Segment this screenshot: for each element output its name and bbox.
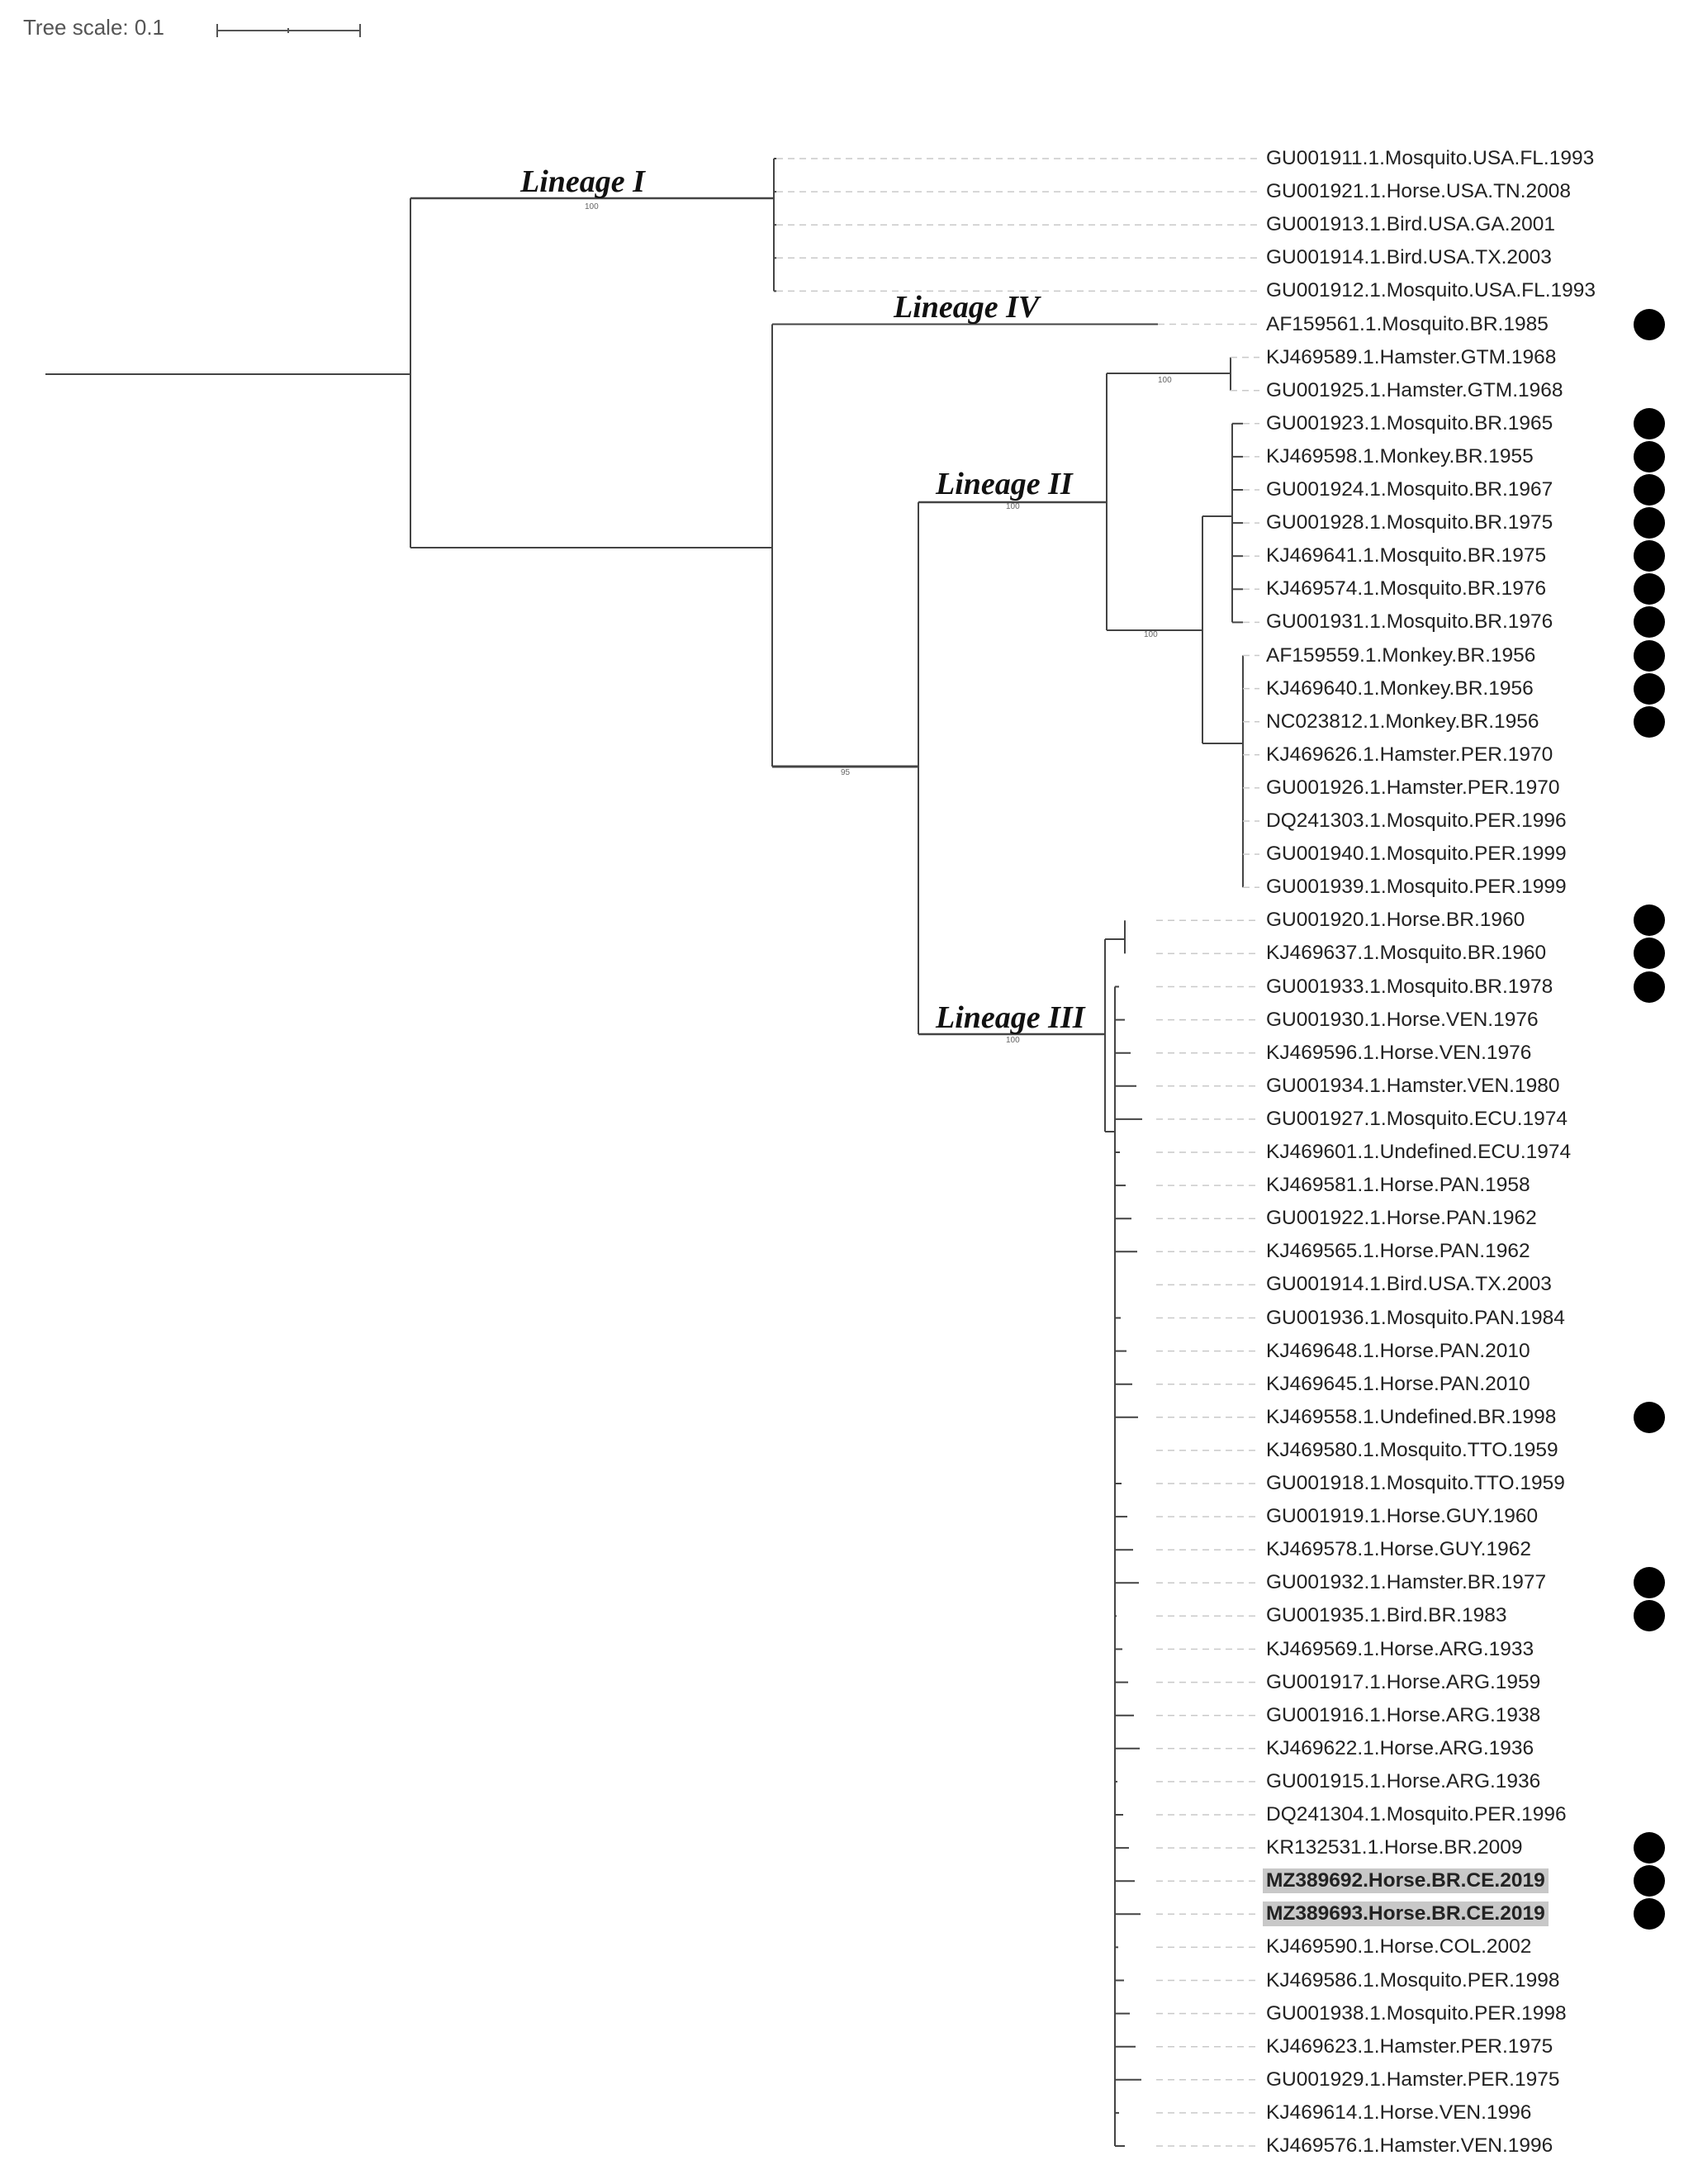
taxon-label: GU001936.1.Mosquito.PAN.1984: [1266, 1306, 1565, 1329]
taxon-label: KJ469580.1.Mosquito.TTO.1959: [1266, 1438, 1558, 1461]
lineage-ii-label: Lineage II: [936, 467, 1073, 501]
taxon-label: GU001921.1.Horse.USA.TN.2008: [1266, 180, 1572, 203]
taxon-label: KJ469640.1.Monkey.BR.1956: [1266, 677, 1534, 700]
taxon-label: GU001919.1.Horse.GUY.1960: [1266, 1505, 1539, 1528]
taxon-label: KJ469565.1.Horse.PAN.1962: [1266, 1240, 1530, 1263]
taxon-label: GU001914.1.Bird.USA.TX.2003: [1266, 246, 1552, 269]
lineage-i-label: Lineage I: [520, 164, 645, 199]
support-lineage-ii: 100: [1006, 502, 1020, 511]
taxon-label: GU001924.1.Mosquito.BR.1967: [1266, 478, 1553, 501]
taxon-label: KJ469645.1.Horse.PAN.2010: [1266, 1372, 1530, 1395]
taxon-label: GU001933.1.Mosquito.BR.1978: [1266, 975, 1553, 998]
taxon-label: GU001939.1.Mosquito.PER.1999: [1266, 876, 1567, 899]
taxon-label: AF159561.1.Mosquito.BR.1985: [1266, 312, 1549, 335]
taxon-label: GU001928.1.Mosquito.BR.1975: [1266, 511, 1553, 534]
taxon-label: KJ469576.1.Hamster.VEN.1996: [1266, 2134, 1553, 2157]
taxon-label: GU001922.1.Horse.PAN.1962: [1266, 1207, 1537, 1230]
taxon-label: GU001923.1.Mosquito.BR.1965: [1266, 411, 1553, 434]
taxon-label: GU001930.1.Horse.VEN.1976: [1266, 1008, 1539, 1031]
taxon-label: KJ469601.1.Undefined.ECU.1974: [1266, 1141, 1572, 1163]
taxon-label: KJ469641.1.Mosquito.BR.1975: [1266, 544, 1547, 567]
brazil-marker-dot: [1634, 507, 1665, 539]
taxon-label: GU001927.1.Mosquito.ECU.1974: [1266, 1107, 1568, 1130]
taxon-label: KJ469648.1.Horse.PAN.2010: [1266, 1339, 1530, 1362]
taxon-label: MZ389692.Horse.BR.CE.2019: [1263, 1868, 1549, 1893]
taxon-label: GU001932.1.Hamster.BR.1977: [1266, 1571, 1547, 1594]
brazil-marker-dot: [1634, 706, 1665, 738]
brazil-marker-dot: [1634, 441, 1665, 472]
taxon-label: KJ469586.1.Mosquito.PER.1998: [1266, 1968, 1560, 1992]
taxon-label: AF159559.1.Monkey.BR.1956: [1266, 643, 1536, 667]
taxon-label: KJ469581.1.Horse.PAN.1958: [1266, 1174, 1530, 1197]
tree-branches: [45, 159, 1243, 2146]
taxon-label: GU001926.1.Hamster.PER.1970: [1266, 776, 1560, 799]
brazil-marker-dot: [1634, 540, 1665, 572]
taxon-label: MZ389693.Horse.BR.CE.2019: [1263, 1902, 1549, 1926]
support-ii-iii-split: 95: [841, 768, 851, 777]
taxon-label: GU001912.1.Mosquito.USA.FL.1993: [1266, 279, 1596, 302]
brazil-marker-dot: [1634, 474, 1665, 506]
taxon-label: GU001934.1.Hamster.VEN.1980: [1266, 1074, 1560, 1097]
taxon-label: KJ469574.1.Mosquito.BR.1976: [1266, 577, 1547, 601]
brazil-marker-dot: [1634, 1832, 1665, 1864]
taxon-label: KJ469589.1.Hamster.GTM.1968: [1266, 345, 1557, 368]
taxon-label: GU001940.1.Mosquito.PER.1999: [1266, 843, 1567, 866]
taxon-label: GU001916.1.Horse.ARG.1938: [1266, 1703, 1541, 1726]
tree-scale-label: Tree scale: 0.1: [23, 15, 165, 40]
taxon-label: DQ241303.1.Mosquito.PER.1996: [1266, 810, 1567, 832]
taxon-label: NC023812.1.Monkey.BR.1956: [1266, 710, 1539, 733]
taxon-label: GU001938.1.Mosquito.PER.1998: [1266, 2001, 1567, 2025]
brazil-marker-dot: [1634, 309, 1665, 340]
taxon-label: GU001925.1.Hamster.GTM.1968: [1266, 378, 1563, 401]
brazil-marker-dot: [1634, 640, 1665, 672]
taxon-label: GU001929.1.Hamster.PER.1975: [1266, 2068, 1560, 2091]
support-lineage-i: 100: [585, 202, 599, 211]
lineage-iii-label: Lineage III: [936, 1000, 1085, 1035]
taxon-label: KJ469637.1.Mosquito.BR.1960: [1266, 942, 1547, 965]
brazil-marker-dot: [1634, 1865, 1665, 1897]
taxon-label: KJ469598.1.Monkey.BR.1955: [1266, 444, 1534, 468]
brazil-marker-dot: [1634, 971, 1665, 1003]
taxon-label: KJ469626.1.Hamster.PER.1970: [1266, 743, 1553, 766]
taxon-label: KJ469614.1.Horse.VEN.1996: [1266, 2101, 1532, 2124]
leader-lines: [776, 159, 1259, 2146]
lineage-iv-label: Lineage IV: [894, 290, 1040, 325]
brazil-marker-dot: [1634, 408, 1665, 439]
taxon-label: DQ241304.1.Mosquito.PER.1996: [1266, 1803, 1567, 1826]
support-lineage-iii: 100: [1006, 1036, 1020, 1045]
taxon-label: KJ469558.1.Undefined.BR.1998: [1266, 1405, 1557, 1428]
taxon-label: KJ469623.1.Hamster.PER.1975: [1266, 2034, 1553, 2058]
taxon-label: GU001915.1.Horse.ARG.1936: [1266, 1769, 1541, 1792]
taxon-label: KJ469596.1.Horse.VEN.1976: [1266, 1041, 1532, 1064]
taxon-label: GU001913.1.Bird.USA.GA.2001: [1266, 213, 1556, 236]
taxon-label: GU001914.1.Bird.USA.TX.2003: [1266, 1273, 1552, 1296]
taxon-label: KR132531.1.Horse.BR.2009: [1266, 1836, 1523, 1859]
taxon-label: GU001931.1.Mosquito.BR.1976: [1266, 610, 1553, 634]
support-gtm-clade: 100: [1158, 376, 1172, 385]
taxon-label: GU001918.1.Mosquito.TTO.1959: [1266, 1472, 1565, 1494]
support-br-clade: 100: [1144, 630, 1158, 639]
brazil-marker-dot: [1634, 1402, 1665, 1433]
taxon-label: KJ469622.1.Horse.ARG.1936: [1266, 1736, 1534, 1759]
taxon-label: GU001920.1.Horse.BR.1960: [1266, 909, 1525, 932]
taxon-label: GU001935.1.Bird.BR.1983: [1266, 1604, 1507, 1627]
taxon-label: GU001917.1.Horse.ARG.1959: [1266, 1670, 1541, 1693]
taxon-label: GU001911.1.Mosquito.USA.FL.1993: [1266, 147, 1595, 169]
taxon-label: KJ469569.1.Horse.ARG.1933: [1266, 1637, 1534, 1660]
taxon-label: KJ469578.1.Horse.GUY.1962: [1266, 1538, 1531, 1561]
taxon-label: KJ469590.1.Horse.COL.2002: [1266, 1935, 1532, 1958]
brazil-marker-dot: [1634, 673, 1665, 705]
